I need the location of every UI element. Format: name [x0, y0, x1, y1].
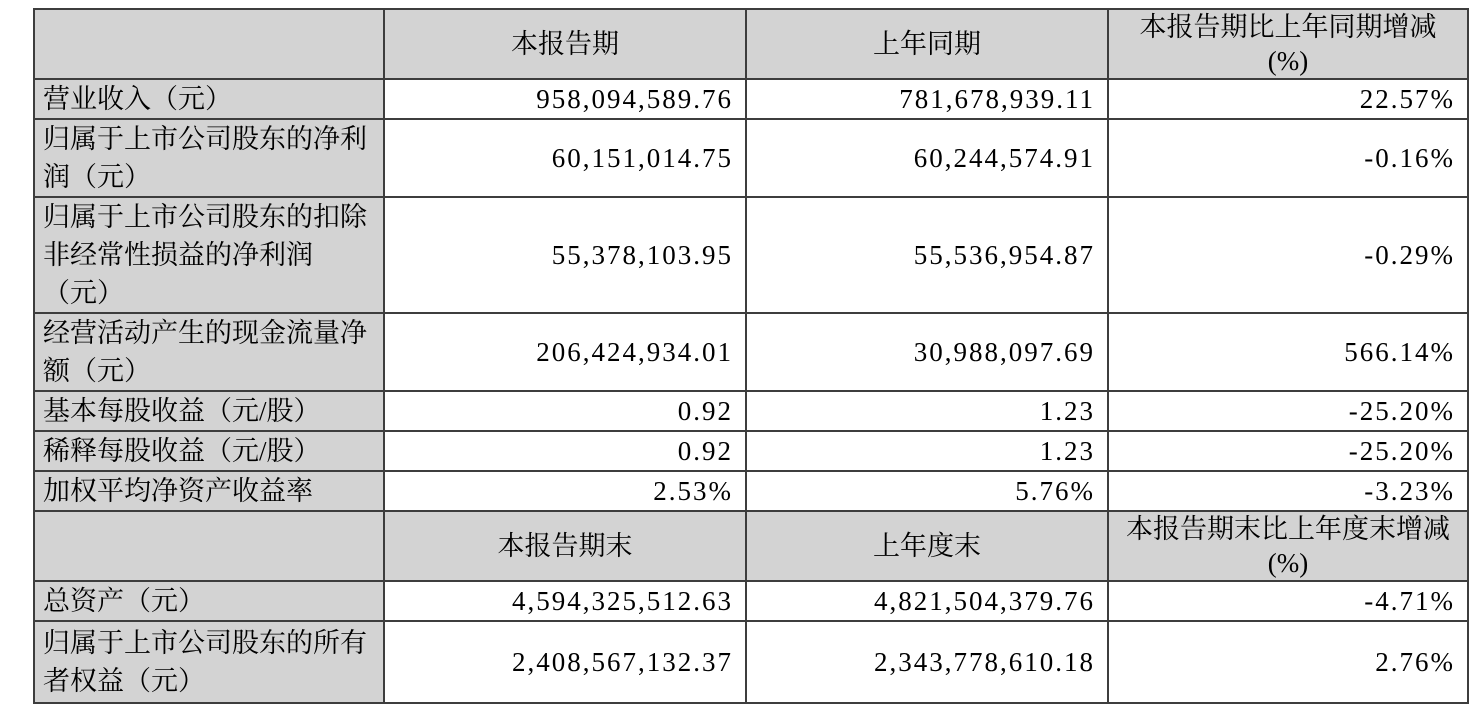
metric-label: 加权平均净资产收益率	[34, 471, 384, 511]
table-row-total-assets	[34, 581, 1468, 621]
value-change: -25.20%	[1108, 431, 1468, 471]
value-change: -0.29%	[1108, 197, 1468, 313]
value-current: 958,094,589.76	[384, 79, 746, 119]
financial-summary-table	[33, 8, 1469, 704]
value-prior: 30,988,097.69	[746, 313, 1108, 391]
table-row-shareholders-equity	[34, 621, 1468, 703]
header-period-end-change-line2: (%)	[1267, 548, 1309, 578]
header-current-period: 本报告期	[384, 9, 746, 79]
value-change: -4.71%	[1108, 581, 1468, 621]
table-row-net-profit	[34, 119, 1468, 197]
metric-label: 归属于上市公司股东的所有者权益（元）	[34, 621, 384, 703]
value-prior: 1.23	[746, 431, 1108, 471]
header-row-period-end	[34, 511, 1468, 581]
value-prior: 4,821,504,379.76	[746, 581, 1108, 621]
table-row-operating-cash-flow	[34, 313, 1468, 391]
value-prior: 55,536,954.87	[746, 197, 1108, 313]
value-current: 55,378,103.95	[384, 197, 746, 313]
metric-label: 归属于上市公司股东的扣除非经常性损益的净利润（元）	[34, 197, 384, 313]
value-prior: 1.23	[746, 391, 1108, 431]
header-period-end-change-line1: 本报告期末比上年度末增减	[1126, 514, 1450, 544]
metric-label: 基本每股收益（元/股）	[34, 391, 384, 431]
table-row-revenue	[34, 79, 1468, 119]
value-current: 0.92	[384, 391, 746, 431]
header-empty-cell	[34, 511, 384, 581]
header-prior-year-end: 上年度末	[746, 511, 1108, 581]
value-current: 2.53%	[384, 471, 746, 511]
value-change: 2.76%	[1108, 621, 1468, 703]
value-change: -0.16%	[1108, 119, 1468, 197]
metric-label: 营业收入（元）	[34, 79, 384, 119]
metric-label: 稀释每股收益（元/股）	[34, 431, 384, 471]
value-change: 566.14%	[1108, 313, 1468, 391]
value-change: -3.23%	[1108, 471, 1468, 511]
header-period-end-change	[1108, 511, 1468, 581]
table-row-basic-eps	[34, 391, 1468, 431]
value-current: 60,151,014.75	[384, 119, 746, 197]
metric-label: 经营活动产生的现金流量净额（元）	[34, 313, 384, 391]
header-empty-cell	[34, 9, 384, 79]
table-row-diluted-eps	[34, 431, 1468, 471]
value-current: 2,408,567,132.37	[384, 621, 746, 703]
header-period-change-line2: (%)	[1267, 46, 1309, 76]
table-row-weighted-avg-roe	[34, 471, 1468, 511]
header-row-period	[34, 9, 1468, 79]
value-current: 206,424,934.01	[384, 313, 746, 391]
value-prior: 5.76%	[746, 471, 1108, 511]
value-current: 0.92	[384, 431, 746, 471]
metric-label: 总资产（元）	[34, 581, 384, 621]
header-period-change-line1: 本报告期比上年同期增减	[1139, 12, 1437, 42]
header-current-period-end: 本报告期末	[384, 511, 746, 581]
value-prior: 781,678,939.11	[746, 79, 1108, 119]
header-prior-period: 上年同期	[746, 9, 1108, 79]
value-current: 4,594,325,512.63	[384, 581, 746, 621]
header-period-change	[1108, 9, 1468, 79]
value-prior: 60,244,574.91	[746, 119, 1108, 197]
table-row-net-profit-excl-nonrecurring	[34, 197, 1468, 313]
value-change: -25.20%	[1108, 391, 1468, 431]
metric-label: 归属于上市公司股东的净利润（元）	[34, 119, 384, 197]
value-change: 22.57%	[1108, 79, 1468, 119]
value-prior: 2,343,778,610.18	[746, 621, 1108, 703]
